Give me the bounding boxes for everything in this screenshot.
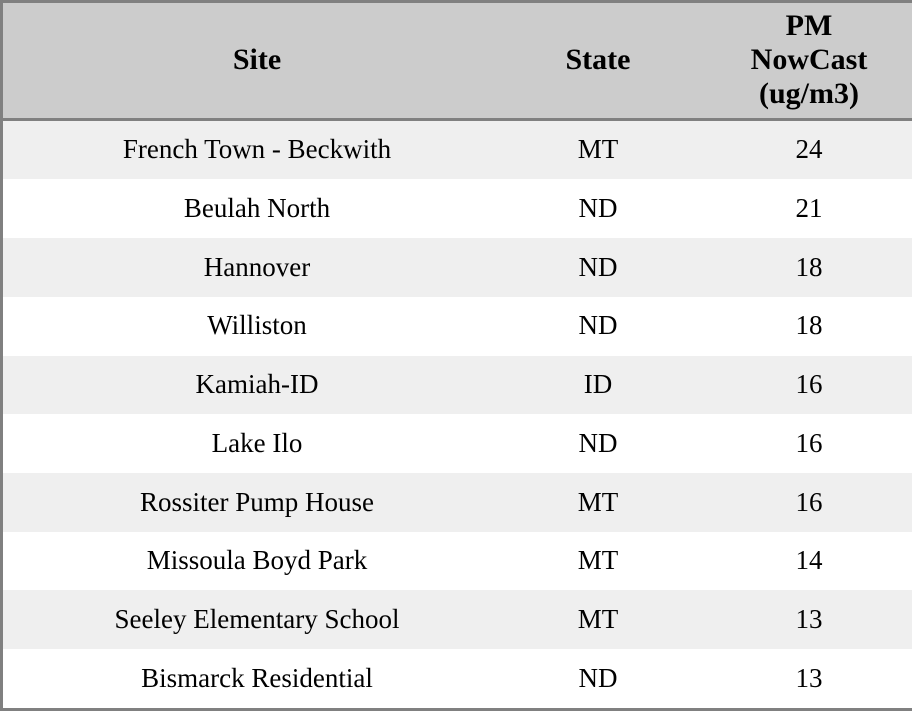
cell-site: Bismarck Residential [141, 662, 373, 693]
cell-pm: 14 [795, 545, 823, 576]
table-row [3, 414, 912, 473]
cell-pm: 18 [795, 251, 823, 282]
cell-site: Kamiah-ID [195, 369, 319, 400]
cell-state: ID [583, 369, 613, 400]
cell-state: MT [577, 486, 619, 517]
cell-state: ND [578, 310, 618, 341]
cell-pm: 13 [795, 603, 823, 634]
table-row [3, 649, 912, 708]
cell-pm: 24 [795, 134, 823, 165]
cell-site: Beulah North [183, 192, 331, 223]
cell-site: Hannover [203, 251, 311, 282]
cell-site: Seeley Elementary School [114, 603, 400, 634]
cell-state: MT [577, 134, 619, 165]
table-row [3, 238, 912, 297]
column-header-site-label: Site [232, 43, 282, 77]
cell-state: MT [577, 603, 619, 634]
column-header-pm-nowcast [685, 3, 912, 119]
cell-pm: 18 [795, 310, 823, 341]
cell-state: ND [578, 662, 618, 693]
table-row [3, 119, 912, 179]
column-header-pm-line3: (ug/m3) [759, 77, 859, 111]
cell-pm: 13 [795, 662, 823, 693]
cell-state: ND [578, 251, 618, 282]
table-row [3, 532, 912, 591]
cell-pm: 21 [795, 192, 823, 223]
cell-state: ND [578, 192, 618, 223]
table-row [3, 590, 912, 649]
cell-site: French Town - Beckwith [122, 134, 392, 165]
table-row [3, 297, 912, 356]
cell-site: Williston [207, 310, 307, 341]
cell-site: Lake Ilo [211, 427, 303, 458]
table-body [3, 119, 912, 708]
cell-pm: 16 [795, 369, 823, 400]
table-row [3, 179, 912, 238]
cell-site: Rossiter Pump House [139, 486, 374, 517]
cell-state: ND [578, 427, 618, 458]
table-header-row [3, 3, 912, 119]
cell-pm: 16 [795, 486, 823, 517]
column-header-pm-line2: NowCast [750, 43, 868, 77]
cell-state: MT [577, 545, 619, 576]
table-row [3, 356, 912, 415]
table-header [3, 3, 912, 119]
table-row [3, 473, 912, 532]
cell-site: Missoula Boyd Park [146, 545, 368, 576]
pm-nowcast-table [3, 3, 912, 708]
column-header-pm-line1: PM [785, 9, 833, 42]
column-header-site [3, 3, 511, 119]
column-header-state [511, 3, 685, 119]
cell-pm: 16 [795, 427, 823, 458]
column-header-state-label: State [565, 43, 631, 77]
